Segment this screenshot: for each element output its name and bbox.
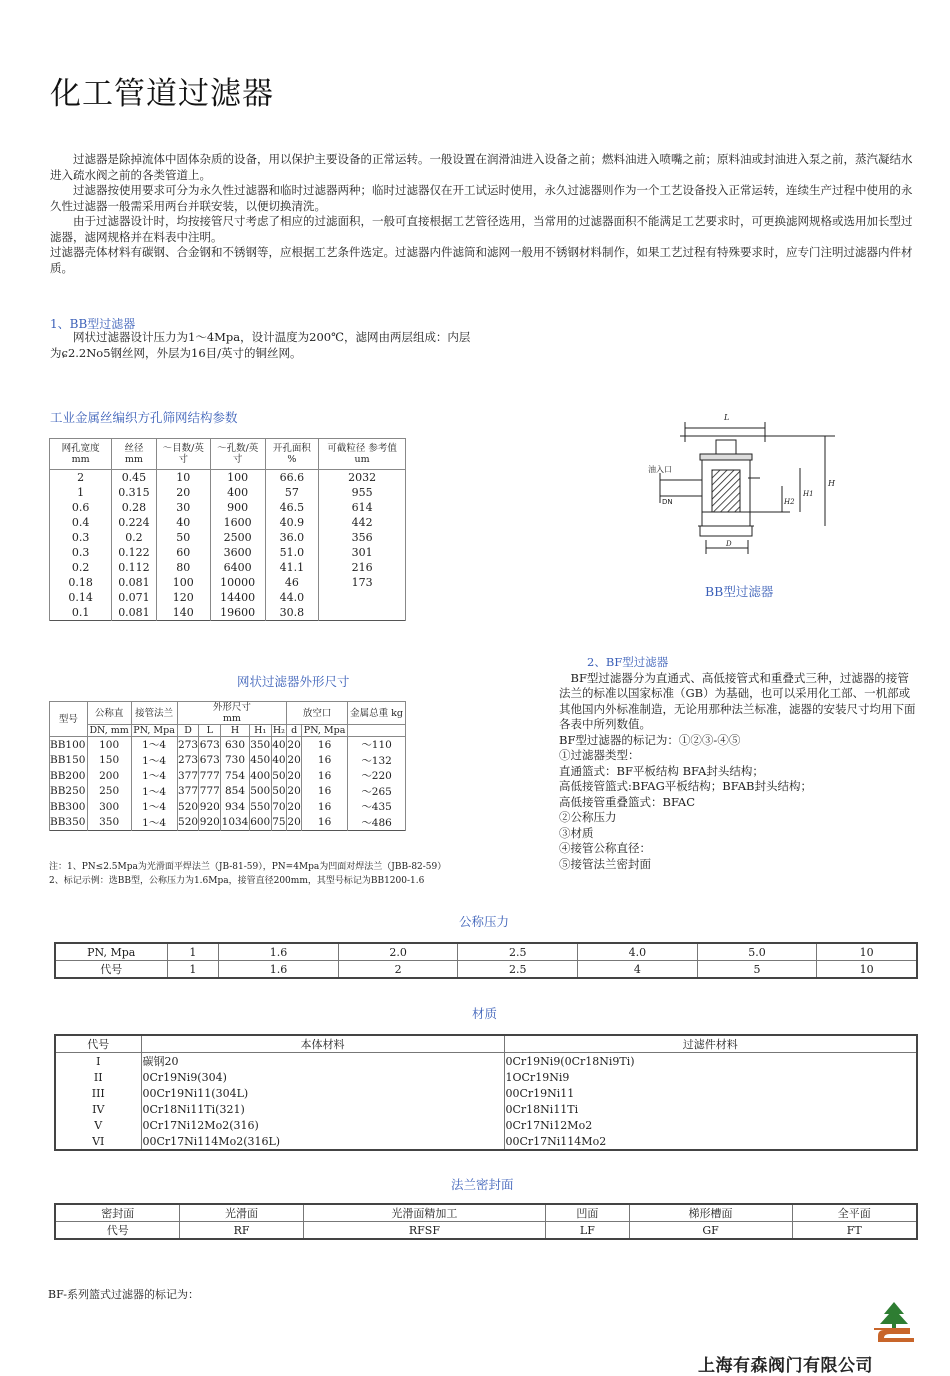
table-cell: 14400 xyxy=(210,590,265,605)
table-row xyxy=(55,1053,917,1070)
table-cell: 0.18 xyxy=(50,575,112,590)
table-cell: 1～4 xyxy=(131,784,177,800)
table-cell: 273 xyxy=(178,754,199,767)
table-cell: ～132 xyxy=(348,753,406,769)
table-cell: ～110 xyxy=(348,737,406,753)
table-cell: 100 xyxy=(156,575,210,590)
bf-body: ②公称压力 xyxy=(559,810,617,824)
table-row xyxy=(50,784,406,800)
table-cell: 16 xyxy=(302,737,348,753)
table-cell: 520 xyxy=(177,815,199,831)
material-col-header: 本体材料 xyxy=(141,1035,504,1053)
note-line: 2、标记示例：选BB型，公称压力为1.6Mpa，接管直径200mm，其型号标记为BB1200-1.6 xyxy=(49,876,425,886)
table-cell: BB300 xyxy=(50,800,86,813)
col-dn-unit: DN, mm xyxy=(87,725,131,737)
table-cell: 1～4 xyxy=(131,815,177,831)
bf-marking-note: BF-系列篮式过滤器的标记为： xyxy=(48,1288,199,1301)
table-cell: 36.0 xyxy=(265,530,319,545)
col-weight: 金属总重 kg xyxy=(348,702,406,725)
table-cell: 754 xyxy=(221,768,250,784)
dim-sub-header: d xyxy=(287,725,302,737)
bf-body: 高低接管重叠篮式：BFAC xyxy=(559,794,696,809)
table-cell: 173 xyxy=(319,575,406,590)
table-cell: 梯形槽面 xyxy=(629,1204,792,1222)
mesh-col-header: ～目数/英寸 xyxy=(156,439,210,470)
table-cell: 920 xyxy=(199,800,220,813)
dim-sub-header: D xyxy=(177,725,199,737)
table-cell: PN, Mpa xyxy=(55,943,167,961)
table-cell: 400 xyxy=(210,485,265,500)
table-cell: 4.0 xyxy=(578,943,698,961)
table-cell: 00Cr17Ni114Mo2(316L) xyxy=(141,1133,504,1150)
table-cell: 10 xyxy=(817,961,917,979)
table-cell: 0.122 xyxy=(112,545,156,560)
table-cell: 350 xyxy=(249,737,271,753)
table-cell: 400 xyxy=(250,769,271,782)
table-cell: 75 xyxy=(271,815,287,831)
table-cell: 6400 xyxy=(210,560,265,575)
table-cell: 0.3 xyxy=(50,545,112,560)
d-label: D xyxy=(726,540,732,548)
table-cell: 600 xyxy=(249,815,271,831)
pressure-table xyxy=(54,942,918,979)
table-cell: 16 xyxy=(302,784,348,800)
table-cell xyxy=(319,605,406,621)
pressure-table-caption: 公称压力 xyxy=(459,914,510,929)
table-cell: 777 xyxy=(199,769,220,782)
table-cell: 00Cr17Ni114Mo2 xyxy=(504,1133,917,1150)
bb-heading: 1、BB型过滤器 xyxy=(50,317,136,331)
table-row xyxy=(50,500,406,515)
table-cell: ～435 xyxy=(348,799,406,815)
col-outer: 外形尺寸 xyxy=(212,702,251,713)
table-cell: BB200 xyxy=(50,769,86,782)
bf-body: BF型过滤器分为直通式、高低接管式和重叠式三种，过滤器的接管法兰的标准以国家标准（GB）为基础，也可以采用化工部、一机部或其他国内外标准制造，无论用那种法兰标准，滤器的安装尺寸均用下面各表中所列数值。 xyxy=(559,670,916,731)
table-cell: 2500 xyxy=(210,530,265,545)
table-cell: ～265 xyxy=(348,784,406,800)
table-cell: 0Cr18Ni11Ti(321) xyxy=(141,1101,504,1117)
table-row xyxy=(50,799,406,815)
dim-sub-header: L xyxy=(199,725,221,737)
seal-table xyxy=(54,1203,918,1240)
table-cell: RFSF xyxy=(303,1222,546,1240)
col-vent: 放空口 xyxy=(287,702,348,725)
table-cell: 代号 xyxy=(55,961,167,979)
table-cell: 16 xyxy=(302,815,348,831)
table-row xyxy=(50,605,406,621)
table-cell: 00Cr19Ni11 xyxy=(504,1085,917,1101)
table-cell: 1～4 xyxy=(131,737,177,753)
mesh-table-caption: 工业金属丝编织方孔筛网结构参数 xyxy=(50,410,238,425)
page-title: 化工管道过滤器 xyxy=(50,76,274,112)
mesh-col-header: 可截粒径 参考值um xyxy=(319,439,406,470)
table-cell: 00Cr19Ni11(304L) xyxy=(141,1085,504,1101)
table-cell: 0.081 xyxy=(112,605,156,621)
table-row xyxy=(55,1204,917,1222)
h2-label: H2 xyxy=(784,498,795,506)
table-row xyxy=(50,575,406,590)
table-row xyxy=(55,1222,917,1240)
bf-heading: 2、BF型过滤器 xyxy=(587,655,669,669)
table-cell: 630 xyxy=(221,737,250,753)
table-cell: 200 xyxy=(87,768,131,784)
dim-sub-header: H xyxy=(221,725,250,737)
table-cell: FT xyxy=(792,1222,917,1240)
table-cell: 614 xyxy=(319,500,406,515)
table-row xyxy=(50,515,406,530)
table-row xyxy=(50,768,406,784)
table-cell: 955 xyxy=(319,485,406,500)
table-cell: 934 xyxy=(221,799,250,815)
dn-label: DN xyxy=(662,498,673,506)
bf-body: 直通篮式：BF平板结构 BFA封头结构； xyxy=(559,763,764,778)
table-cell: 30 xyxy=(156,500,210,515)
table-cell: 0.2 xyxy=(50,560,112,575)
table-cell: 442 xyxy=(319,515,406,530)
table-cell: 0.1 xyxy=(50,605,112,621)
table-cell: 光滑面精加工 xyxy=(303,1204,546,1222)
table-cell: BB350 xyxy=(50,815,88,831)
table-cell: 1.6 xyxy=(219,961,339,979)
table-cell: 350 xyxy=(87,815,131,831)
table-cell: 2 xyxy=(338,961,458,979)
table-cell: 20 xyxy=(287,737,302,753)
bf-body: ⑤接管法兰密封面 xyxy=(559,856,651,871)
mesh-col-header: 网孔宽度 mm xyxy=(50,439,112,470)
table-cell: GF xyxy=(629,1222,792,1240)
table-cell: ～220 xyxy=(348,768,406,784)
intro-text xyxy=(50,152,918,276)
table-cell: 4 xyxy=(578,961,698,979)
table-cell: 300 xyxy=(87,799,131,815)
table-cell: 40 xyxy=(271,737,287,753)
table-cell: 40 xyxy=(156,515,210,530)
table-row xyxy=(50,590,406,605)
table-cell: IV xyxy=(55,1101,141,1117)
table-cell: 3600 xyxy=(210,545,265,560)
table-cell: 70 xyxy=(272,800,286,813)
table-cell: 60 xyxy=(156,545,210,560)
table-cell: BB150 xyxy=(50,754,86,767)
table-cell: 1034 xyxy=(221,815,250,831)
table-cell: 46 xyxy=(265,575,319,590)
table-cell: 19600 xyxy=(210,605,265,621)
dim-sub-header-blank xyxy=(348,725,406,737)
table-cell: 273 xyxy=(177,737,199,753)
company-logo-icon xyxy=(870,1300,918,1344)
inlet-label: 油入口 xyxy=(648,465,672,474)
table-row xyxy=(55,943,917,961)
dim-sub-header: H₂ xyxy=(272,725,285,736)
table-cell: 356 xyxy=(319,530,406,545)
table-cell: 16 xyxy=(302,799,348,815)
table-row xyxy=(55,1117,917,1133)
table-row xyxy=(55,1101,917,1117)
bb-filter-diagram xyxy=(640,408,850,568)
l-label: L xyxy=(724,413,730,422)
table-cell: 1OCr19Ni9 xyxy=(504,1069,917,1085)
table-cell: 16 xyxy=(302,768,348,784)
table-cell: 20 xyxy=(287,800,301,813)
table-cell: V xyxy=(55,1117,141,1133)
table-cell: 100 xyxy=(87,737,131,753)
bf-body: ④接管公称直径： xyxy=(559,841,651,855)
table-row xyxy=(50,753,406,769)
table-cell: 46.5 xyxy=(265,500,319,515)
bb-body-line: 为ɕ2.2No5钢丝网，外层为16目/英寸的铜丝网。 xyxy=(50,345,302,360)
table-row xyxy=(50,737,406,753)
table-cell: 57 xyxy=(265,485,319,500)
table-cell: 377 xyxy=(178,769,199,782)
bf-body: ③材质 xyxy=(559,825,594,840)
table-cell: 40 xyxy=(272,754,286,767)
col-flange: 接管法兰 xyxy=(131,702,177,725)
h1-label: H1 xyxy=(803,490,814,498)
col-model: 型号 xyxy=(50,702,88,737)
table-cell: 250 xyxy=(87,784,131,800)
table-cell: 0Cr19Ni9(304) xyxy=(141,1069,504,1085)
mesh-col-header: 开孔面积 % xyxy=(265,439,319,470)
col-flange-unit: PN, Mpa xyxy=(131,725,177,737)
table-cell: I xyxy=(55,1053,141,1070)
material-col-header: 代号 xyxy=(55,1035,141,1053)
table-cell: 80 xyxy=(156,560,210,575)
table-cell: 20 xyxy=(287,785,301,798)
table-cell: 0.224 xyxy=(112,515,156,530)
mesh-col-header: ～孔数/英寸 xyxy=(210,439,265,470)
table-cell: 120 xyxy=(156,590,210,605)
bb-body xyxy=(50,330,540,361)
dim-sub-header: PN, Mpa xyxy=(302,725,348,737)
table-cell: 900 xyxy=(210,500,265,515)
table-cell: 10 xyxy=(156,470,210,486)
table-cell: 1～4 xyxy=(131,799,177,815)
table-cell: 0.081 xyxy=(112,575,156,590)
table-cell: 1～4 xyxy=(131,753,177,769)
mesh-col-header: 丝径 mm xyxy=(112,439,156,470)
table-cell: 2032 xyxy=(319,470,406,486)
table-cell: 920 xyxy=(199,815,221,831)
bf-section xyxy=(559,655,919,872)
table-cell: 5 xyxy=(697,961,817,979)
table-cell: 10 xyxy=(817,943,917,961)
diagram-caption: BB型过滤器 xyxy=(705,584,774,599)
table-cell: III xyxy=(55,1085,141,1101)
table-cell: 凹面 xyxy=(546,1204,629,1222)
table-cell: 520 xyxy=(178,800,199,813)
table-cell: 0Cr19Ni9(0Cr18Ni9Ti) xyxy=(504,1053,917,1070)
table-cell: 1 xyxy=(50,485,112,500)
table-cell: 550 xyxy=(250,800,271,813)
table-cell: 0.2 xyxy=(112,530,156,545)
table-cell: 150 xyxy=(87,753,131,769)
table-cell: 1.6 xyxy=(219,943,339,961)
table-cell: 66.6 xyxy=(265,470,319,486)
table-cell: VI xyxy=(55,1133,141,1150)
intro-paragraph: 过滤器壳体材料有碳钢、合金钢和不锈钢等，应根据工艺条件选定。过滤器内件滤筒和滤网一般用不锈钢材料制作，如果工艺过程有特殊要求时，应专门注明过滤器内件材质。 xyxy=(50,245,913,275)
table-cell: 450 xyxy=(250,754,271,767)
table-row xyxy=(55,1133,917,1150)
table-row xyxy=(50,560,406,575)
table-cell xyxy=(319,590,406,605)
table-cell: 0.14 xyxy=(50,590,112,605)
table-cell: 216 xyxy=(319,560,406,575)
table-cell: 20 xyxy=(287,769,301,782)
material-table xyxy=(54,1034,918,1151)
table-cell: LF xyxy=(546,1222,629,1240)
intro-paragraph: 过滤器按使用要求可分为永久性过滤器和临时过滤器两种；临时过滤器仅在开工试运时使用，永久过滤器则作为一个工艺设备投入正常运转，连续生产过程中使用的永久性过滤器一般需采用两台并联安装，以便切换清洗。 xyxy=(50,183,913,213)
table-cell: 50 xyxy=(272,785,286,798)
table-cell: 0.45 xyxy=(112,470,156,486)
note-line: 注：1、PN≤2.5Mpa为光滑面平焊法兰（JB-81-59），PN=4Mpa为凹面对焊法兰（JBB-82-59） xyxy=(49,862,447,872)
dim-sub-header: H₁ xyxy=(249,725,271,737)
table-cell: 0.3 xyxy=(50,530,112,545)
table-cell: 20 xyxy=(287,815,302,831)
table-cell: 854 xyxy=(221,784,250,800)
table-cell: 0.315 xyxy=(112,485,156,500)
table-row xyxy=(55,961,917,979)
material-table-caption: 材质 xyxy=(472,1006,498,1021)
table-cell: RF xyxy=(180,1222,303,1240)
table-cell: 41.1 xyxy=(265,560,319,575)
table-cell: 0.071 xyxy=(112,590,156,605)
table-cell: 2.0 xyxy=(338,943,458,961)
table-cell: 1～4 xyxy=(131,768,177,784)
table-cell: 16 xyxy=(302,753,348,769)
h-label: H xyxy=(828,479,835,488)
intro-paragraph: 由于过滤器设计时，均按接管尺寸考虑了相应的过滤面积，一般可直接根据工艺管径选用，当常用的过滤器面积不能满足工艺要求时，可更换滤网规格或选用加长型过滤器，滤网规格并在料表中注明。 xyxy=(50,214,913,244)
table-row xyxy=(55,1085,917,1101)
mesh-table xyxy=(49,438,406,621)
table-cell: 50 xyxy=(272,769,286,782)
intro-paragraph: 过滤器是除掉流体中固体杂质的设备，用以保护主要设备的正常运转。一般设置在润滑油进入设备之前；燃料油进入喷嘴之前；原料油或封油进入泵之前，蒸汽凝结水进入疏水阀之前的各类管道上。 xyxy=(50,152,913,182)
table-cell: 40.9 xyxy=(265,515,319,530)
table-cell: 673 xyxy=(199,737,221,753)
table-cell: 500 xyxy=(250,785,271,798)
table-cell: 30.8 xyxy=(265,605,319,621)
bf-body: ①过滤器类型： xyxy=(559,748,640,762)
table-cell: 44.0 xyxy=(265,590,319,605)
table-cell: 0.6 xyxy=(50,500,112,515)
table-cell: 光滑面 xyxy=(180,1204,303,1222)
table-row xyxy=(50,470,406,486)
table-cell: 密封面 xyxy=(55,1204,180,1222)
table-cell: 0Cr17Ni12Mo2 xyxy=(504,1117,917,1133)
table-cell: 51.0 xyxy=(265,545,319,560)
table-cell: II xyxy=(55,1069,141,1085)
table-cell: 730 xyxy=(221,753,250,769)
table-cell: 20 xyxy=(156,485,210,500)
table-cell: 1 xyxy=(167,943,219,961)
table-cell: 5.0 xyxy=(697,943,817,961)
table-cell: 673 xyxy=(199,754,220,767)
table-cell: 2.5 xyxy=(458,961,578,979)
table-cell: 2.5 xyxy=(458,943,578,961)
col-outer-unit: mm xyxy=(222,713,241,724)
table-cell: 0Cr18Ni11Ti xyxy=(504,1101,917,1117)
bf-body: BF型过滤器的标记为：①②③-④⑤ xyxy=(559,732,741,747)
dim-table xyxy=(49,701,406,831)
table-cell: 0.28 xyxy=(112,500,156,515)
table-cell: 1600 xyxy=(210,515,265,530)
material-col-header: 过滤件材料 xyxy=(504,1035,917,1053)
table-cell: 0Cr17Ni12Mo2(316) xyxy=(141,1117,504,1133)
table-cell: 代号 xyxy=(55,1222,180,1240)
table-cell: 1 xyxy=(167,961,219,979)
col-dn: 公称直 xyxy=(87,702,131,725)
dim-notes xyxy=(49,860,446,888)
table-cell: 碳钢20 xyxy=(141,1053,504,1070)
table-cell: 50 xyxy=(156,530,210,545)
table-cell: 377 xyxy=(178,785,199,798)
bf-body: 高低接管篮式:BFAG平板结构；BFAB封头结构； xyxy=(559,779,812,793)
table-cell: 140 xyxy=(156,605,210,621)
bb-body-line: 网状过滤器设计压力为1～4Mpa，设计温度为200℃，滤网由两层组成：内层 xyxy=(50,330,471,344)
table-row xyxy=(50,485,406,500)
table-cell: 2 xyxy=(50,470,112,486)
table-cell: BB100 xyxy=(50,737,88,753)
table-cell: 301 xyxy=(319,545,406,560)
seal-table-caption: 法兰密封面 xyxy=(451,1177,514,1192)
table-row xyxy=(50,530,406,545)
table-cell: 全平面 xyxy=(792,1204,917,1222)
company-name: 上海有森阀门有限公司 xyxy=(698,1356,873,1376)
table-cell: 777 xyxy=(199,785,220,798)
table-row xyxy=(50,545,406,560)
dim-table-caption: 网状过滤器外形尺寸 xyxy=(237,674,350,689)
table-cell: 20 xyxy=(287,754,301,767)
table-row xyxy=(50,815,406,831)
table-cell: 0.112 xyxy=(112,560,156,575)
table-cell: 100 xyxy=(210,470,265,486)
table-cell: BB250 xyxy=(50,785,86,798)
table-row xyxy=(55,1069,917,1085)
table-cell: ～486 xyxy=(348,815,406,831)
table-cell: 0.4 xyxy=(50,515,112,530)
table-cell: 10000 xyxy=(210,575,265,590)
